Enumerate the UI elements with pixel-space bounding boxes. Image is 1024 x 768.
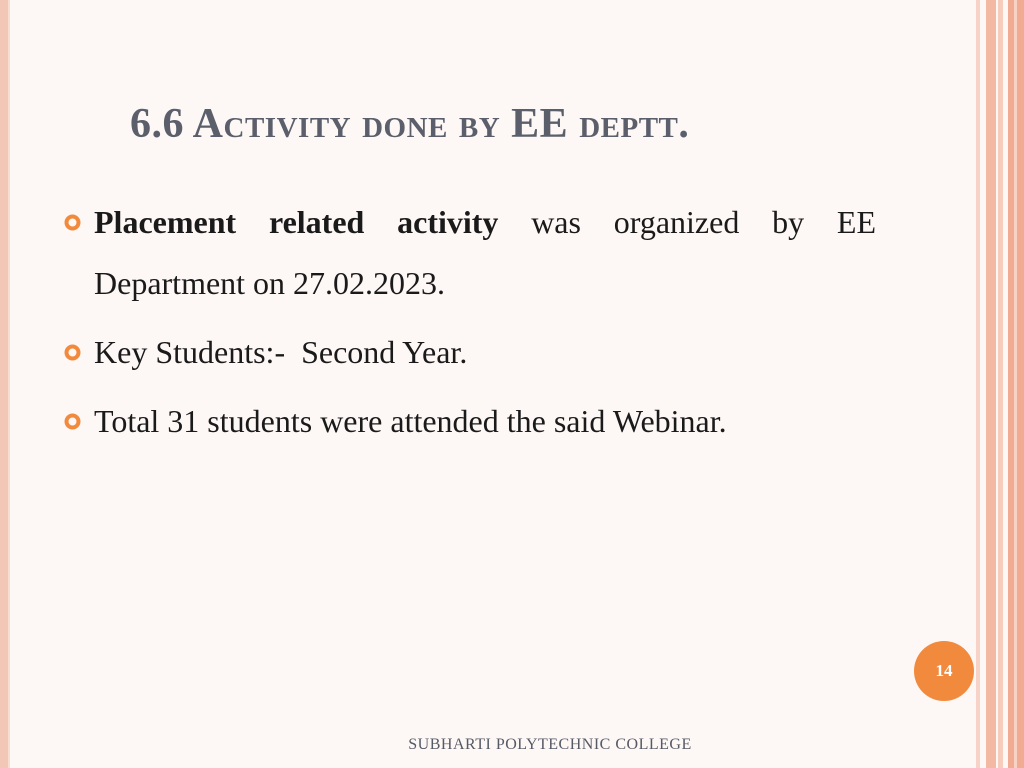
bullet-3-text: Total 31 students were attended the said Webinar.: [94, 403, 727, 439]
right-border-stripe-c: [998, 0, 1003, 768]
slide-title: 6.6 Activity done by EE deptt.: [130, 101, 690, 147]
bullet-item-3: [64, 391, 876, 452]
page-number-badge: 14: [914, 641, 974, 701]
bullet-2-text: Key Students:- Second Year.: [94, 334, 468, 370]
bullet-1-text: was organized by EE Department on 27.02.2023.: [94, 204, 876, 301]
bullet-1-bold-text: Placement related activity: [94, 204, 499, 240]
footer-text: SUBHARTI POLYTECHNIC COLLEGE: [408, 736, 692, 753]
right-border-stripe-b: [986, 0, 996, 768]
left-border-stripe: [0, 0, 8, 768]
bullet-item-1: [64, 192, 876, 314]
ring-bullet-icon: [64, 214, 81, 231]
ring-bullet-icon: [64, 344, 81, 361]
bullet-item-2: [64, 322, 876, 383]
ring-bullet-icon: [64, 413, 81, 430]
bullet-list: [64, 192, 876, 460]
right-border-stripe-a: [976, 0, 980, 768]
right-border-stripe-e: [1014, 0, 1017, 768]
left-border-stripe-inner: [8, 0, 10, 768]
